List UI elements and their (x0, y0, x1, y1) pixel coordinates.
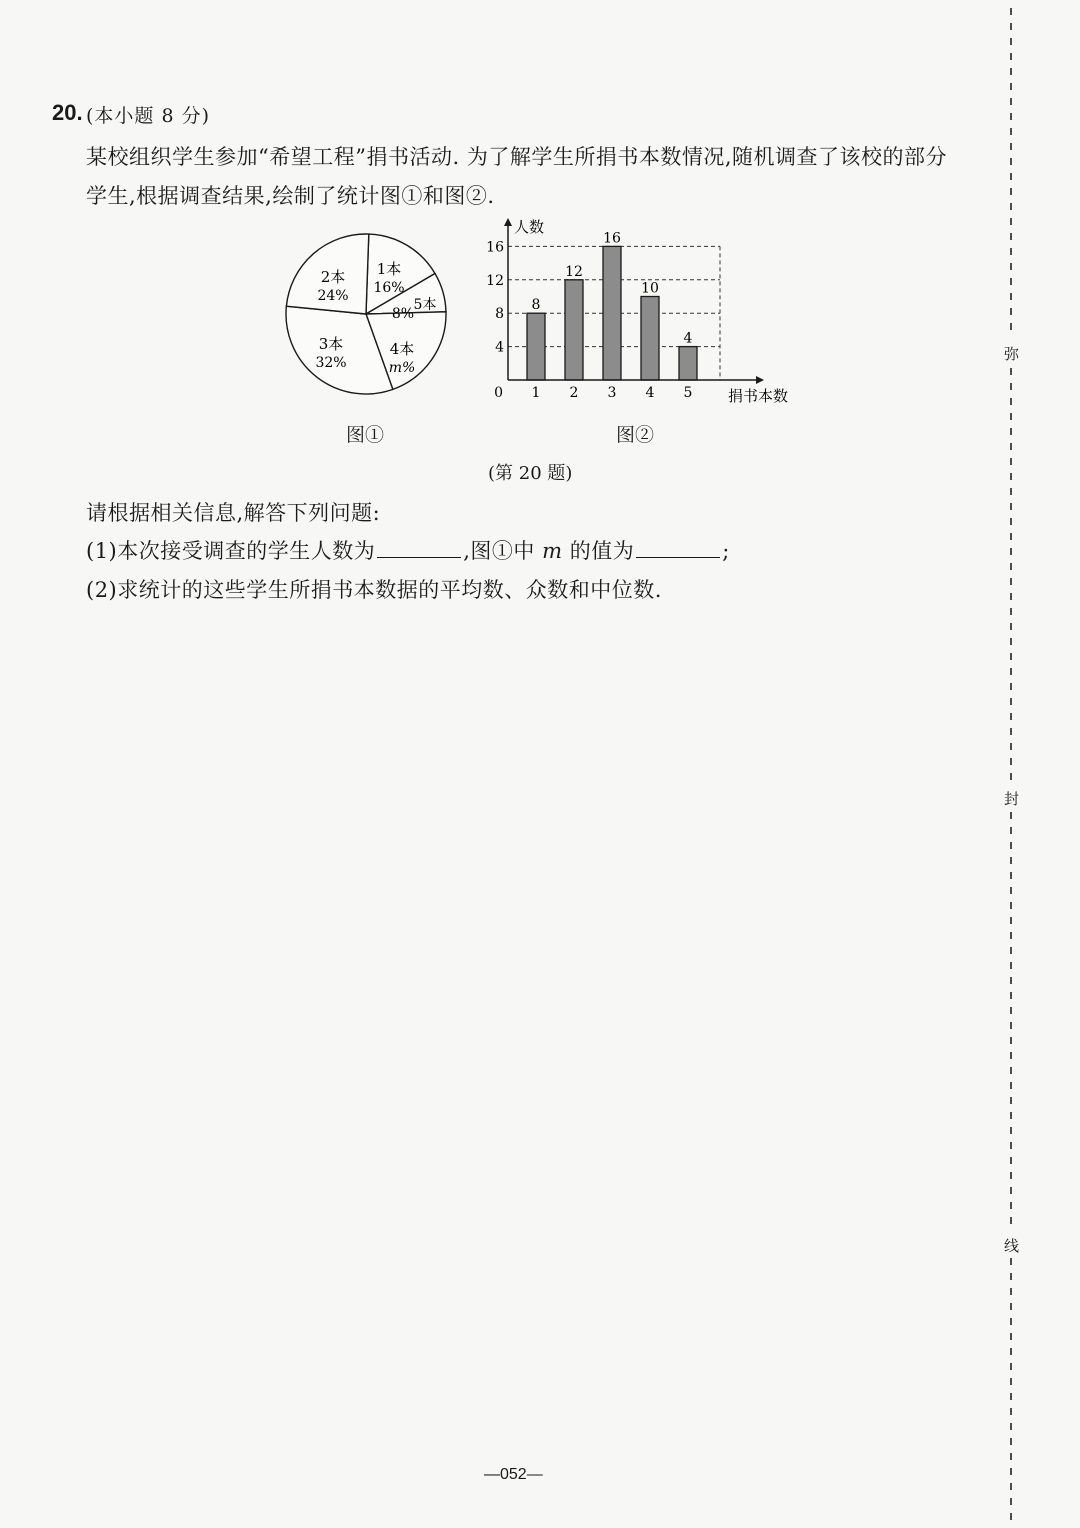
figure1-label: 图① (346, 424, 385, 446)
pie-value: m% (388, 360, 416, 376)
seal-margin-line (996, 0, 1026, 1528)
y-axis-arrow (504, 218, 512, 226)
x-tick-label: 4 (645, 385, 655, 401)
question-prompt: 请根据相关信息,解答下列问题: (86, 501, 381, 525)
pie-chart (276, 230, 456, 400)
pie-value: 8% (391, 306, 415, 322)
part1-end: ; (722, 539, 730, 563)
x-tick-label: 2 (569, 385, 579, 401)
bar-chart (480, 214, 790, 414)
answer-blank-2[interactable] (636, 537, 720, 558)
pie-slices (286, 234, 446, 394)
bar-5 (679, 347, 697, 380)
part1-text-a: (1)本次接受调查的学生人数为 (86, 539, 376, 563)
bar-value-label: 16 (603, 230, 621, 247)
x-axis-label: 捐书本数 (728, 387, 789, 405)
x-tick-label: 5 (683, 385, 693, 401)
figure-caption: (第 20 题) (488, 463, 573, 484)
pie-label: 5本 (413, 297, 437, 313)
bar-value-label: 10 (641, 280, 659, 297)
bar-value-label: 12 (565, 263, 583, 280)
part1-variable: m (542, 539, 563, 563)
part1-text-b: ,图①中 (463, 539, 535, 563)
x-axis-arrow (756, 376, 764, 384)
question-score: (本小题 8 分) (86, 105, 210, 127)
pie-label: 3本 (318, 335, 344, 353)
bar-3 (603, 246, 621, 380)
question-part2: (2)求统计的这些学生所捐书本数据的平均数、众数和中位数. (86, 578, 662, 602)
bar-value-label: 8 (531, 297, 541, 314)
y-tick-label: 12 (486, 272, 504, 289)
y-tick-label: 4 (495, 339, 504, 356)
x-tick-label: 1 (531, 385, 541, 401)
origin-label: 0 (494, 385, 503, 401)
question-intro-line1: 某校组织学生参加“希望工程”捐书活动. 为了解学生所捐书本数情况,随机调查了该校的部分 (86, 145, 947, 169)
y-tick-label: 8 (495, 306, 504, 323)
bar-2 (565, 280, 583, 380)
pie-value: 24% (317, 288, 349, 304)
pie-label: 1本 (376, 260, 402, 278)
question-intro-line2: 学生,根据调查结果,绘制了统计图①和图②. (86, 184, 495, 208)
pie-value: 16% (373, 280, 405, 296)
y-axis-label: 人数 (514, 218, 545, 236)
figure2-label: 图② (616, 424, 655, 446)
pie-label: 4本 (389, 340, 415, 358)
pie-label: 2本 (320, 268, 346, 286)
question-number: 20. (52, 100, 83, 125)
part1-text-c: 的值为 (569, 539, 635, 563)
bar-value-label: 4 (683, 330, 693, 347)
margin-char-mi: 弥 (1004, 345, 1020, 363)
margin-char-xian: 线 (1004, 1237, 1020, 1255)
page-number: —052— (484, 1466, 543, 1483)
question-part1 (86, 535, 730, 565)
answer-blank-1[interactable] (377, 537, 461, 558)
bar-4 (641, 297, 659, 381)
pie-value: 32% (315, 355, 347, 371)
bar-1 (527, 313, 545, 380)
margin-char-feng: 封 (1004, 790, 1020, 808)
y-tick-label: 16 (486, 239, 504, 256)
x-tick-label: 3 (607, 385, 617, 401)
